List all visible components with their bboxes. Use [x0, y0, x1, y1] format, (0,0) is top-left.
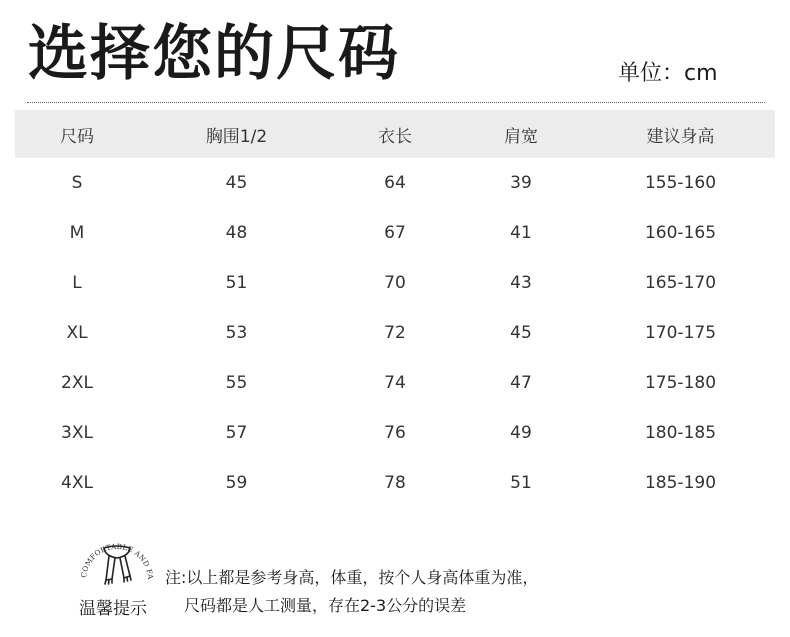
table-row	[15, 158, 775, 208]
badge-text: COMFORTABLE AND FA	[79, 541, 156, 580]
chest-cell: 45	[225, 173, 248, 193]
length-cell: 70	[384, 273, 406, 293]
length-cell: 72	[384, 323, 406, 343]
chest-cell: 59	[225, 473, 248, 493]
table-row	[15, 358, 775, 408]
column-header-size: 尺码	[60, 126, 94, 147]
table-row	[15, 208, 775, 258]
shoulder-cell: 39	[510, 173, 532, 193]
chest-cell: 55	[225, 373, 248, 393]
size-table	[15, 110, 775, 508]
table-row	[15, 458, 775, 508]
chest-cell: 57	[225, 423, 248, 443]
height-cell: 170-175	[644, 323, 717, 343]
column-header-height: 建议身高	[646, 126, 715, 147]
height-cell: 160-165	[644, 223, 717, 243]
dotted-divider	[27, 102, 765, 103]
size-cell: M	[69, 223, 85, 243]
chest-cell: 51	[225, 273, 248, 293]
height-cell: 180-185	[644, 423, 717, 443]
size-cell: XL	[66, 323, 88, 343]
shoulder-cell: 43	[510, 273, 532, 293]
shoulder-cell: 45	[510, 323, 532, 343]
shoulder-cell: 41	[510, 223, 532, 243]
chest-cell: 53	[225, 323, 248, 343]
chest-cell: 48	[225, 223, 248, 243]
table-row	[15, 308, 775, 358]
column-header-shoulder: 肩宽	[504, 126, 538, 147]
length-cell: 67	[384, 223, 406, 243]
height-cell: 155-160	[644, 173, 717, 193]
shoulder-cell: 51	[510, 473, 532, 493]
length-cell: 74	[384, 373, 406, 393]
column-header-chest: 胸围1/2	[205, 126, 268, 147]
height-cell: 175-180	[644, 373, 717, 393]
column-header-length: 衣长	[378, 126, 412, 147]
note-line-1: 注:以上都是参考身高，体重，按个人身高体重为准，	[165, 568, 539, 587]
table-row	[15, 408, 775, 458]
scarf-icon	[72, 518, 162, 594]
size-cell: 3XL	[61, 423, 93, 443]
size-cell: L	[72, 273, 82, 293]
size-cell: S	[71, 173, 83, 193]
tip-label: 温馨提示	[79, 599, 147, 619]
table-header-row	[15, 110, 775, 158]
size-cell: 4XL	[61, 473, 93, 493]
page-title: 选择您的尺码	[28, 19, 400, 89]
height-cell: 165-170	[644, 273, 717, 293]
height-cell: 185-190	[644, 473, 717, 493]
length-cell: 78	[384, 473, 406, 493]
length-cell: 64	[384, 173, 406, 193]
unit-label: 单位：cm	[618, 61, 718, 86]
note-line-2: 尺码都是人工测量，存在2-3公分的误差	[184, 596, 467, 615]
table-row	[15, 258, 775, 308]
size-cell: 2XL	[61, 373, 93, 393]
shoulder-cell: 49	[510, 423, 532, 443]
length-cell: 76	[384, 423, 406, 443]
shoulder-cell: 47	[510, 373, 532, 393]
